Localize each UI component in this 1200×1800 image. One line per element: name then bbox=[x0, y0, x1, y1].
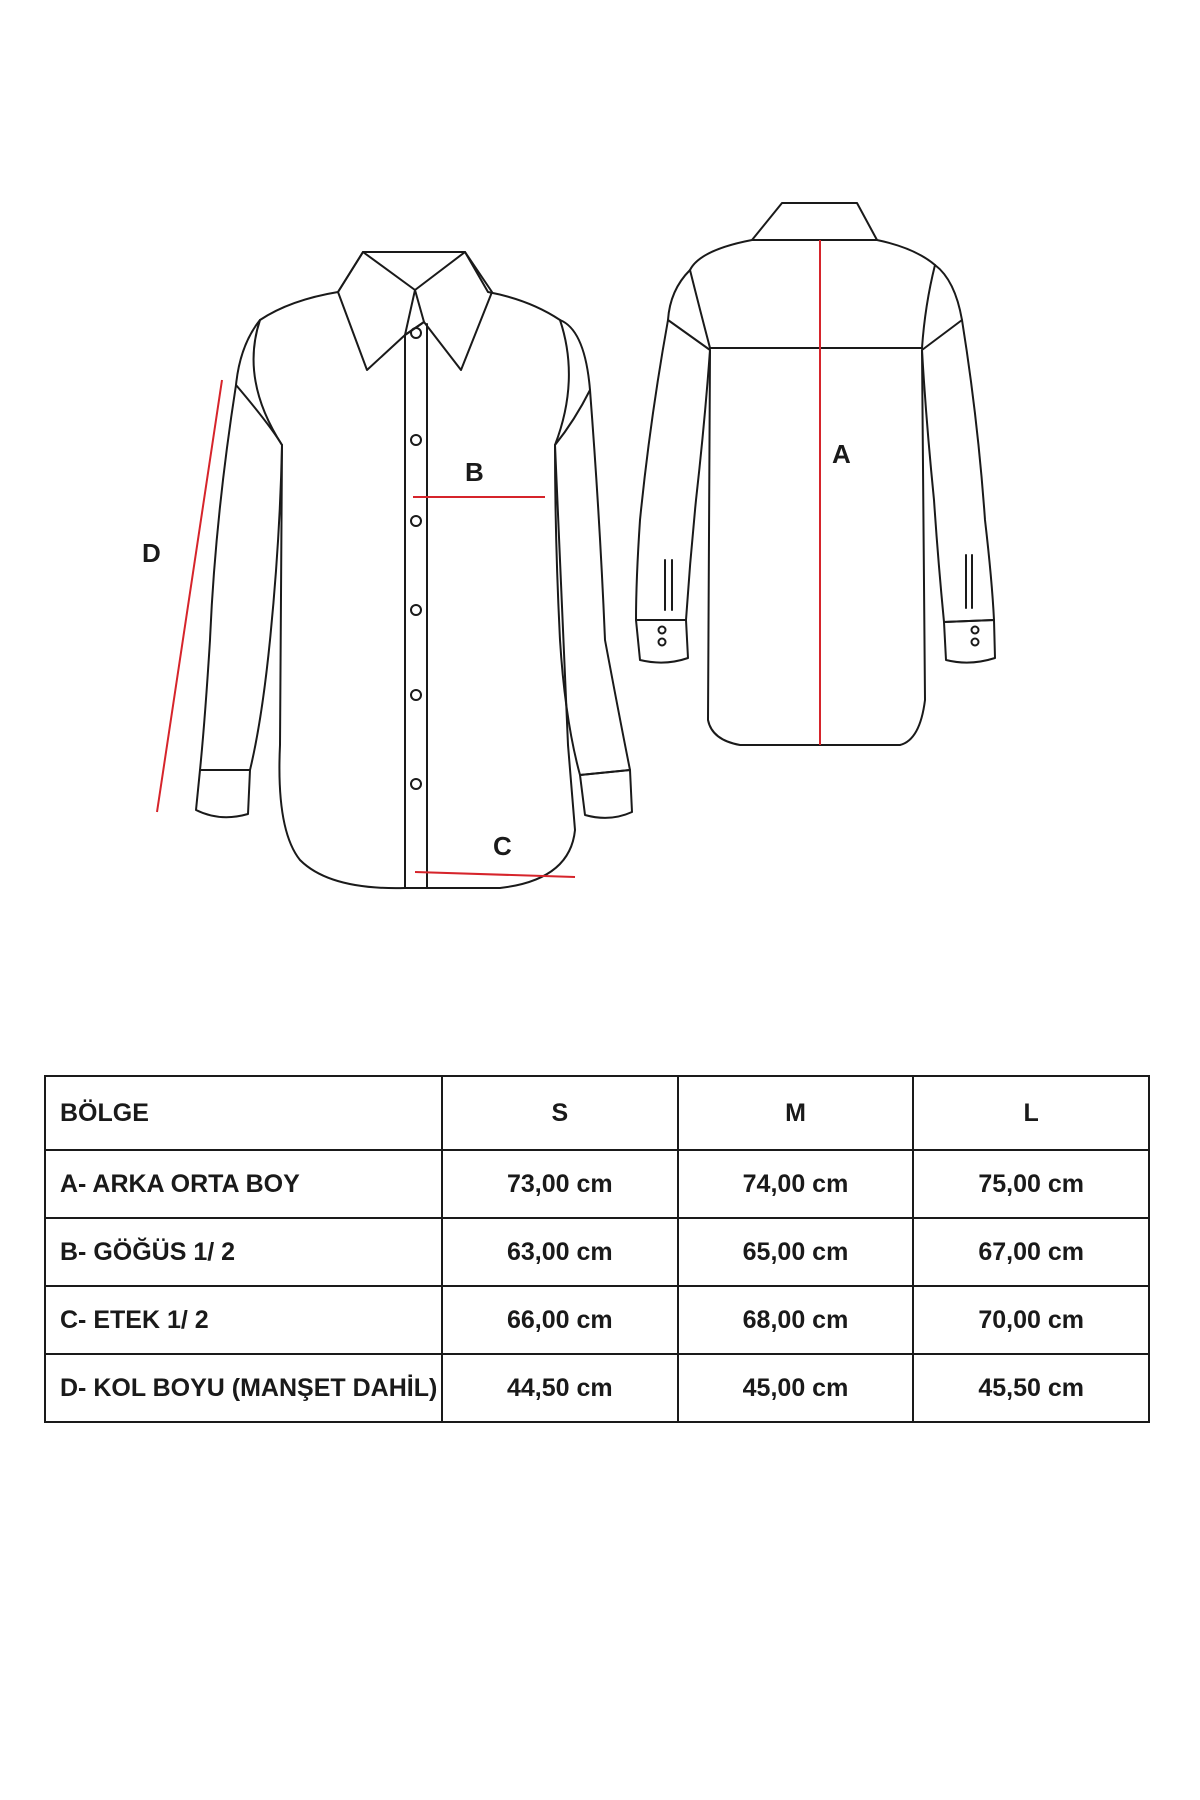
back-collar bbox=[752, 203, 877, 240]
row-value-m: 45,00 cm bbox=[678, 1354, 914, 1422]
header-size-s: S bbox=[442, 1076, 678, 1150]
row-value-l: 45,50 cm bbox=[913, 1354, 1149, 1422]
shirt-back-illustration bbox=[636, 203, 995, 745]
front-buttons bbox=[411, 328, 421, 789]
header-size-m: M bbox=[678, 1076, 914, 1150]
row-region: B- GÖĞÜS 1/ 2 bbox=[45, 1218, 442, 1286]
row-value-l: 67,00 cm bbox=[913, 1218, 1149, 1286]
label-b: B bbox=[465, 457, 484, 487]
front-right-cuff bbox=[580, 770, 632, 818]
row-value-m: 65,00 cm bbox=[678, 1218, 914, 1286]
back-right-cuff bbox=[944, 620, 995, 663]
table-row bbox=[45, 1150, 1149, 1218]
row-value-m: 68,00 cm bbox=[678, 1286, 914, 1354]
shirt-front-illustration bbox=[196, 252, 632, 888]
row-value-s: 63,00 cm bbox=[442, 1218, 678, 1286]
row-value-s: 44,50 cm bbox=[442, 1354, 678, 1422]
row-region: C- ETEK 1/ 2 bbox=[45, 1286, 442, 1354]
row-value-m: 74,00 cm bbox=[678, 1150, 914, 1218]
row-value-l: 70,00 cm bbox=[913, 1286, 1149, 1354]
row-value-s: 73,00 cm bbox=[442, 1150, 678, 1218]
table-row bbox=[45, 1354, 1149, 1422]
header-region: BÖLGE bbox=[45, 1076, 442, 1150]
front-body-outline bbox=[236, 252, 590, 888]
row-region: A- ARKA ORTA BOY bbox=[45, 1150, 442, 1218]
label-a: A bbox=[832, 439, 851, 469]
row-region: D- KOL BOYU (MANŞET DAHİL) bbox=[45, 1354, 442, 1422]
front-collar bbox=[338, 252, 492, 370]
back-right-sleeve bbox=[922, 320, 994, 622]
header-size-l: L bbox=[913, 1076, 1149, 1150]
label-d: D bbox=[142, 538, 161, 568]
size-chart-table bbox=[44, 1075, 1150, 1423]
back-body-outline bbox=[668, 240, 962, 745]
measure-line-c bbox=[415, 872, 575, 877]
table-header-row bbox=[45, 1076, 1149, 1150]
front-left-cuff bbox=[196, 770, 250, 817]
table-row bbox=[45, 1218, 1149, 1286]
label-c: C bbox=[493, 831, 512, 861]
table-row bbox=[45, 1286, 1149, 1354]
row-value-s: 66,00 cm bbox=[442, 1286, 678, 1354]
row-value-l: 75,00 cm bbox=[913, 1150, 1149, 1218]
